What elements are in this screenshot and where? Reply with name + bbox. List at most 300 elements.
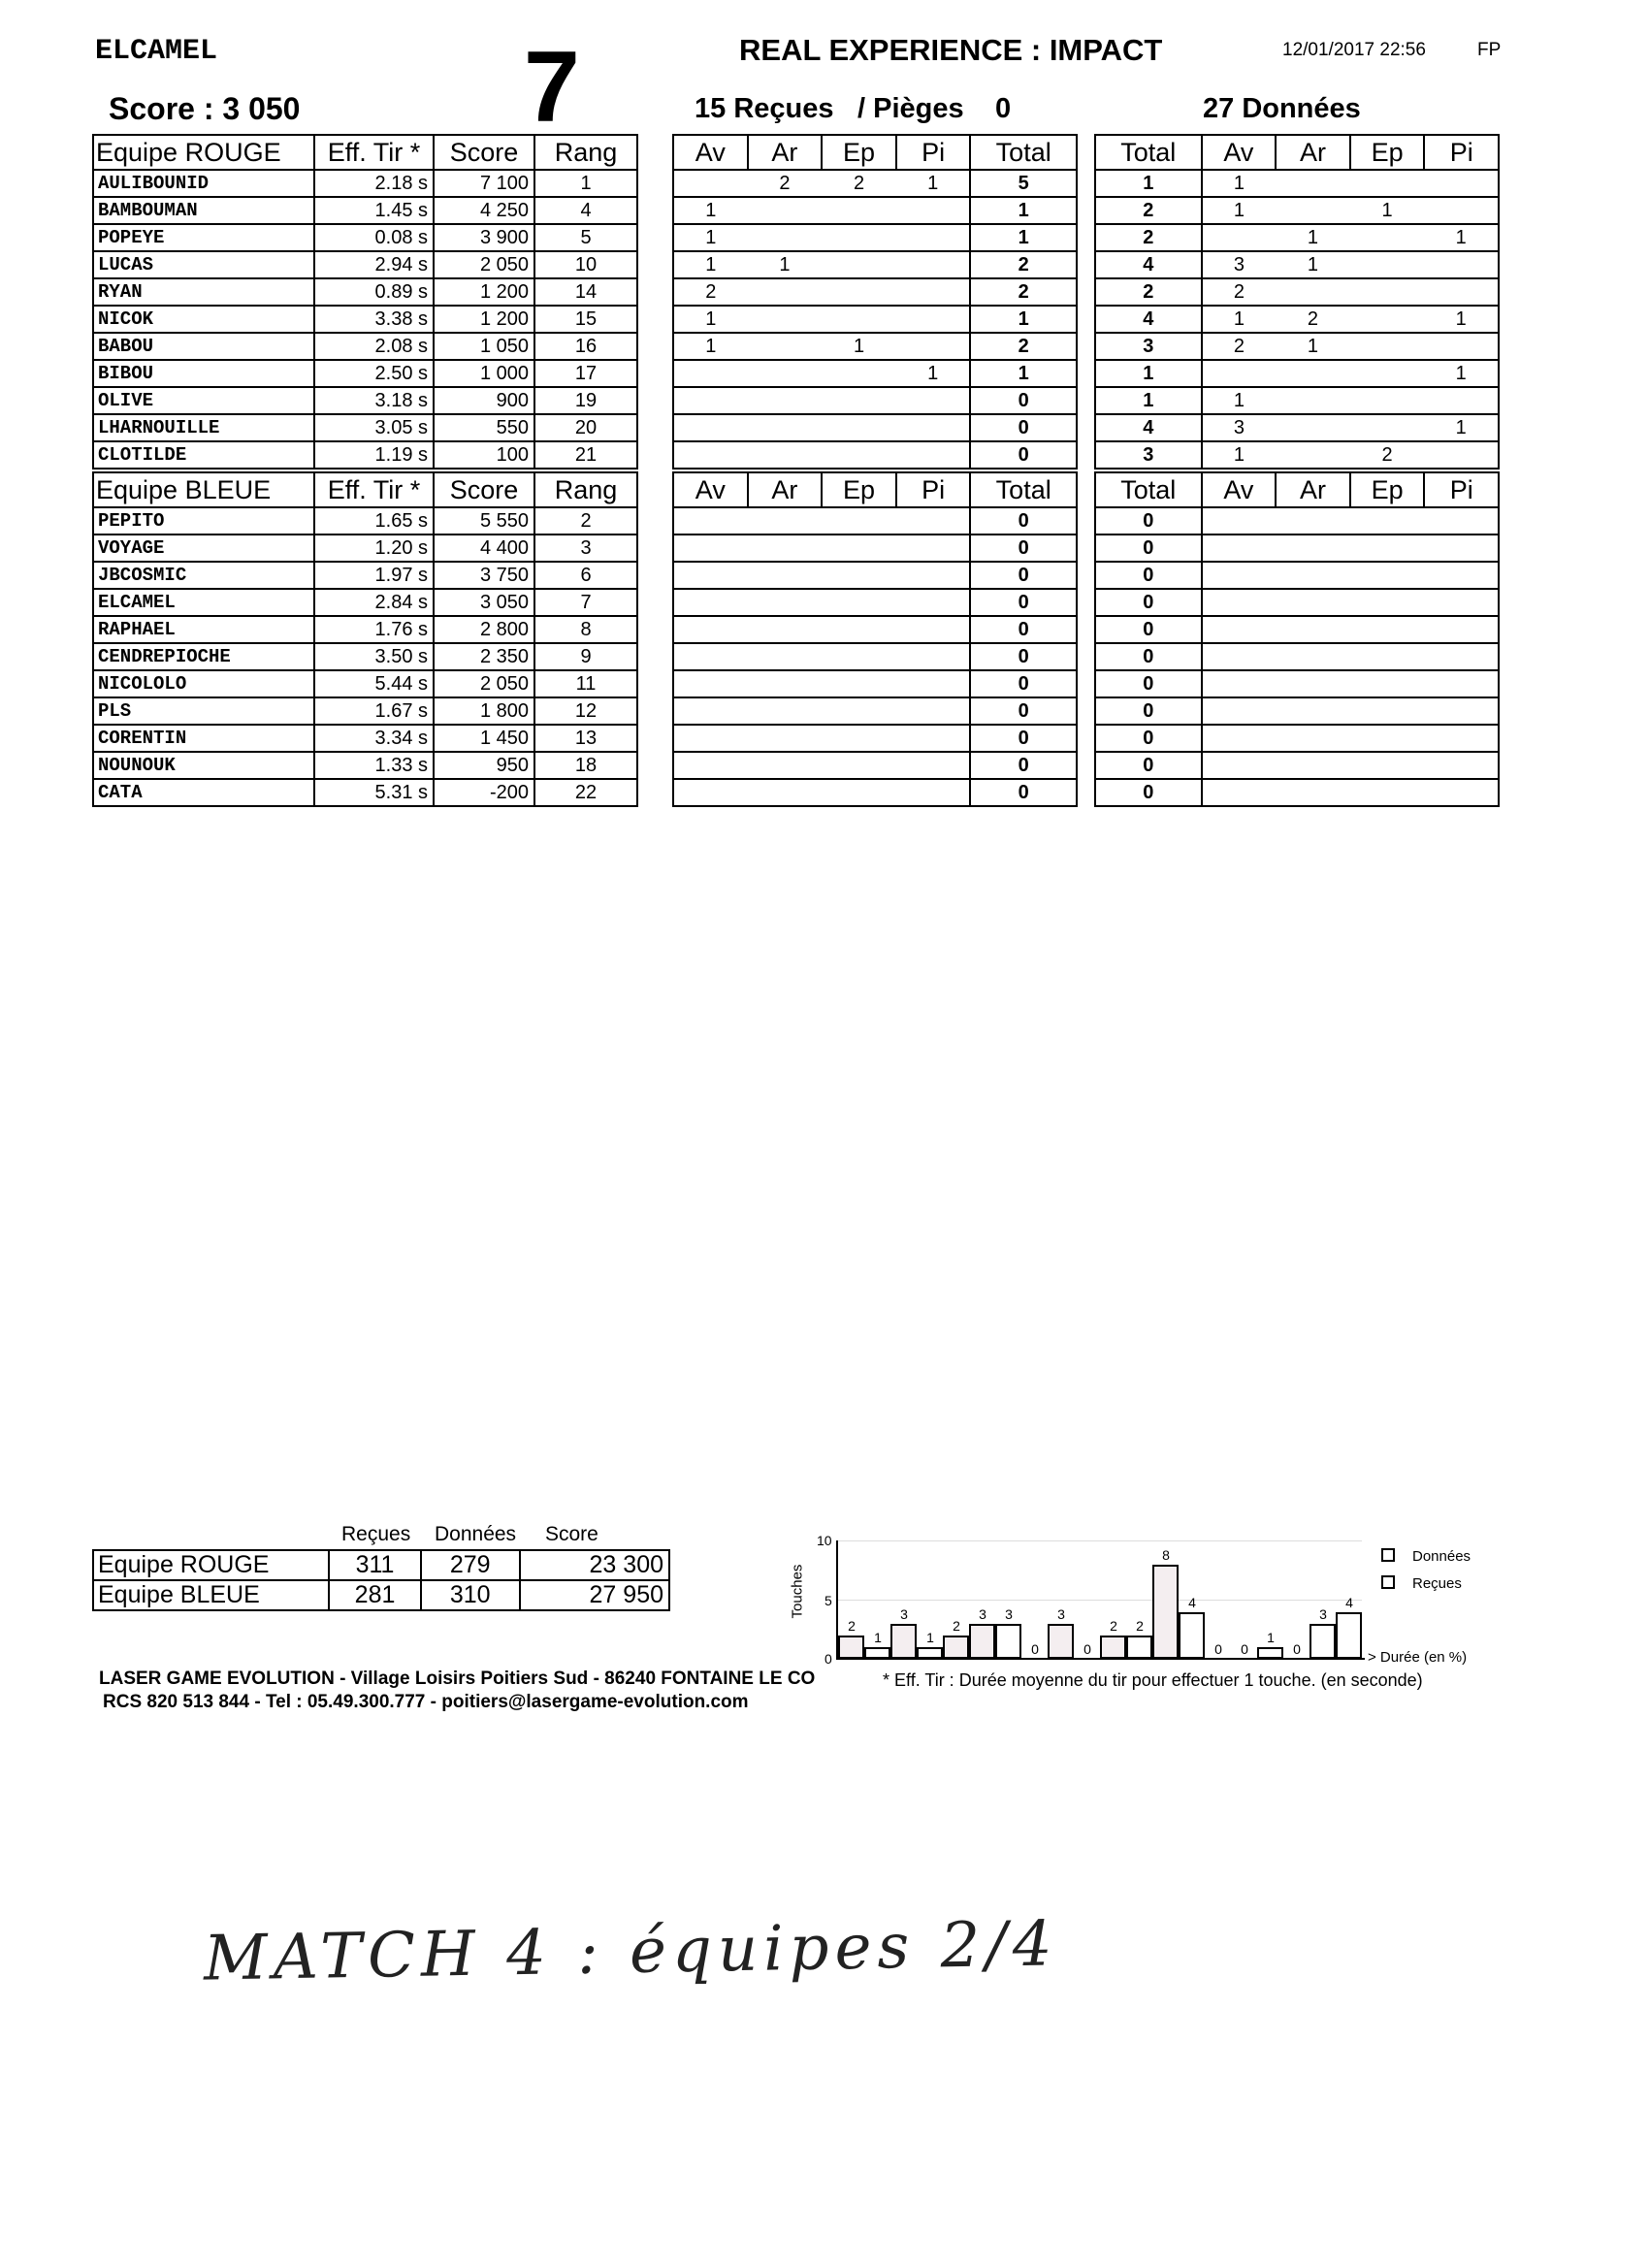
given-count: 27 Données — [1203, 93, 1361, 124]
received-ar — [748, 670, 823, 697]
given-total: 0 — [1095, 616, 1202, 643]
received-count: 15 Reçues — [695, 93, 834, 124]
summary-header-score: Score — [545, 1523, 598, 1545]
player-row — [93, 251, 637, 278]
player-row — [93, 441, 637, 469]
received-total: 0 — [970, 697, 1077, 725]
footer-address: LASER GAME EVOLUTION - Village Loisirs Poitiers Sud - 86240 FONTAINE LE CO — [99, 1669, 816, 1689]
player-row — [93, 197, 637, 224]
received-ar — [748, 697, 823, 725]
player-name: JBCOSMIC — [93, 562, 314, 589]
received-ep — [822, 752, 896, 779]
received-total: 1 — [970, 306, 1077, 333]
given-pi — [1424, 562, 1499, 589]
player-name: CLOTILDE — [93, 441, 314, 469]
player-row — [93, 562, 637, 589]
summary-team: Equipe ROUGE — [93, 1550, 329, 1580]
legend-recues-box — [1381, 1575, 1395, 1589]
player-score: Score : 3 050 — [109, 91, 301, 126]
given-row — [1095, 360, 1499, 387]
received-pi — [896, 643, 971, 670]
col-eff: Eff. Tir * — [314, 135, 434, 170]
received-total: 0 — [970, 670, 1077, 697]
received-pi — [896, 725, 971, 752]
given-ar: 1 — [1276, 224, 1350, 251]
received-total: 0 — [970, 562, 1077, 589]
received-av — [673, 535, 748, 562]
player-name: LUCAS — [93, 251, 314, 278]
given-ar — [1276, 278, 1350, 306]
given-ep — [1350, 562, 1425, 589]
player-row — [93, 616, 637, 643]
col-ep: Ep — [822, 472, 896, 507]
received-total: 2 — [970, 333, 1077, 360]
received-total: 2 — [970, 278, 1077, 306]
received-pi — [896, 441, 971, 469]
chart-bar — [890, 1624, 917, 1659]
chart-bar-label: 8 — [1162, 1547, 1170, 1564]
given-ep — [1350, 333, 1425, 360]
player-rank: 7 — [524, 31, 580, 144]
col-av: Av — [1202, 472, 1277, 507]
col-ep: Ep — [1350, 472, 1425, 507]
given-total: 2 — [1095, 278, 1202, 306]
col-total: Total — [970, 135, 1077, 170]
col-score: Score — [434, 472, 534, 507]
received-pi — [896, 670, 971, 697]
given-row — [1095, 779, 1499, 806]
received-ep — [822, 507, 896, 535]
given-total: 0 — [1095, 752, 1202, 779]
col-ar: Ar — [748, 472, 823, 507]
player-eff: 1.33 s — [314, 752, 434, 779]
player-score: 1 800 — [434, 697, 534, 725]
chart-bar-label: 2 — [848, 1617, 856, 1634]
given-pi — [1424, 535, 1499, 562]
given-pi: 1 — [1424, 224, 1499, 251]
given-ep — [1350, 643, 1425, 670]
chart-bar-label: 2 — [1110, 1617, 1117, 1634]
given-pi — [1424, 333, 1499, 360]
player-row — [93, 414, 637, 441]
team-table-red — [92, 134, 638, 470]
received-pi — [896, 251, 971, 278]
received-row — [673, 333, 1077, 360]
summary-donnees: 310 — [421, 1580, 520, 1610]
player-score: 1 050 — [434, 333, 534, 360]
player-rank: 1 — [534, 170, 637, 197]
legend-donnees-box — [1381, 1548, 1395, 1562]
chart-bar-label: 1 — [1267, 1629, 1275, 1645]
chart-bar — [943, 1636, 969, 1659]
given-row — [1095, 333, 1499, 360]
chart-bar — [1310, 1624, 1336, 1659]
player-row — [93, 306, 637, 333]
chart-bar-label: 4 — [1188, 1594, 1196, 1610]
given-ar — [1276, 616, 1350, 643]
received-ep — [822, 779, 896, 806]
chart-bar-label: 3 — [979, 1605, 986, 1622]
traps-label: / Pièges — [857, 93, 964, 124]
received-ep — [822, 441, 896, 469]
player-rank: 8 — [534, 616, 637, 643]
given-av — [1202, 224, 1277, 251]
player-name: PEPITO — [93, 507, 314, 535]
player-rank: 21 — [534, 441, 637, 469]
given-av: 1 — [1202, 441, 1277, 469]
chart-bar-label: 2 — [1136, 1617, 1144, 1634]
summary-recues: 311 — [329, 1550, 421, 1580]
given-row — [1095, 170, 1499, 197]
given-av — [1202, 752, 1277, 779]
summary-header-recues: Reçues — [341, 1523, 411, 1545]
player-rank: 5 — [534, 224, 637, 251]
received-ar — [748, 589, 823, 616]
given-ar — [1276, 725, 1350, 752]
received-total: 0 — [970, 779, 1077, 806]
col-ar: Ar — [1276, 472, 1350, 507]
given-total: 0 — [1095, 535, 1202, 562]
player-eff: 3.05 s — [314, 414, 434, 441]
col-rang: Rang — [534, 135, 637, 170]
given-pi — [1424, 725, 1499, 752]
player-rank: 6 — [534, 562, 637, 589]
given-ep — [1350, 507, 1425, 535]
given-av — [1202, 535, 1277, 562]
player-name: NOUNOUK — [93, 752, 314, 779]
player-eff: 5.31 s — [314, 779, 434, 806]
player-rank: 19 — [534, 387, 637, 414]
given-ep: 1 — [1350, 197, 1425, 224]
player-score: 3 750 — [434, 562, 534, 589]
player-score: 1 200 — [434, 306, 534, 333]
player-score: 100 — [434, 441, 534, 469]
player-name: BABOU — [93, 333, 314, 360]
player-eff: 3.50 s — [314, 643, 434, 670]
given-ar — [1276, 697, 1350, 725]
player-row — [93, 170, 637, 197]
player-rank: 12 — [534, 697, 637, 725]
player-rank: 4 — [534, 197, 637, 224]
team-name: Equipe BLEUE — [93, 472, 314, 507]
given-total: 4 — [1095, 414, 1202, 441]
given-ep — [1350, 697, 1425, 725]
received-pi — [896, 224, 971, 251]
given-pi — [1424, 387, 1499, 414]
chart-bar-label: 1 — [926, 1629, 934, 1645]
received-av — [673, 752, 748, 779]
player-row — [93, 779, 637, 806]
handwritten-note: MATCH 4 : équipes 2/4 — [203, 1908, 1059, 1995]
given-pi — [1424, 589, 1499, 616]
given-total: 0 — [1095, 670, 1202, 697]
chart-bar-label: 3 — [1319, 1605, 1327, 1622]
player-eff: 1.65 s — [314, 507, 434, 535]
given-pi — [1424, 779, 1499, 806]
given-row — [1095, 616, 1499, 643]
given-row — [1095, 562, 1499, 589]
received-ep — [822, 278, 896, 306]
received-ar — [748, 333, 823, 360]
given-ar — [1276, 360, 1350, 387]
received-total: 0 — [970, 535, 1077, 562]
player-row — [93, 224, 637, 251]
given-av — [1202, 616, 1277, 643]
report-datetime: 12/01/2017 22:56 — [1282, 40, 1426, 60]
received-total: 0 — [970, 616, 1077, 643]
player-score: 1 450 — [434, 725, 534, 752]
received-total: 0 — [970, 589, 1077, 616]
given-ar — [1276, 670, 1350, 697]
received-av — [673, 616, 748, 643]
given-table-blue — [1094, 471, 1500, 807]
player-rank: 16 — [534, 333, 637, 360]
player-row — [93, 360, 637, 387]
given-ar — [1276, 441, 1350, 469]
given-ep — [1350, 779, 1425, 806]
given-row — [1095, 725, 1499, 752]
player-score: -200 — [434, 779, 534, 806]
given-pi — [1424, 278, 1499, 306]
received-av — [673, 562, 748, 589]
given-row — [1095, 697, 1499, 725]
received-ar — [748, 725, 823, 752]
team-table-blue — [92, 471, 638, 807]
received-pi: 1 — [896, 170, 971, 197]
given-av: 2 — [1202, 333, 1277, 360]
player-score: 4 400 — [434, 535, 534, 562]
received-av: 1 — [673, 251, 748, 278]
received-row — [673, 306, 1077, 333]
chart-bar-label: 1 — [874, 1629, 882, 1645]
player-row — [93, 670, 637, 697]
received-row — [673, 697, 1077, 725]
received-pi — [896, 562, 971, 589]
player-rank: 17 — [534, 360, 637, 387]
received-row — [673, 562, 1077, 589]
received-ar — [748, 643, 823, 670]
given-total: 0 — [1095, 697, 1202, 725]
team-name: Equipe ROUGE — [93, 135, 314, 170]
received-pi: 1 — [896, 360, 971, 387]
given-pi — [1424, 251, 1499, 278]
player-name: ELCAMEL — [93, 589, 314, 616]
chart-bar — [1126, 1636, 1152, 1659]
received-row — [673, 224, 1077, 251]
received-av — [673, 589, 748, 616]
received-av — [673, 725, 748, 752]
given-av: 3 — [1202, 251, 1277, 278]
received-total: 0 — [970, 725, 1077, 752]
col-ar: Ar — [748, 135, 823, 170]
given-ep — [1350, 170, 1425, 197]
given-row — [1095, 278, 1499, 306]
received-row — [673, 251, 1077, 278]
received-table-blue — [672, 471, 1078, 807]
given-row — [1095, 752, 1499, 779]
given-total: 1 — [1095, 170, 1202, 197]
received-row — [673, 360, 1077, 387]
given-row — [1095, 507, 1499, 535]
player-name: RYAN — [93, 278, 314, 306]
received-av: 1 — [673, 333, 748, 360]
given-row — [1095, 387, 1499, 414]
given-pi — [1424, 752, 1499, 779]
received-ar — [748, 197, 823, 224]
col-eff: Eff. Tir * — [314, 472, 434, 507]
col-score: Score — [434, 135, 534, 170]
player-eff: 3.34 s — [314, 725, 434, 752]
received-ep — [822, 251, 896, 278]
given-ar — [1276, 535, 1350, 562]
player-name: NICOK — [93, 306, 314, 333]
player-name: POPEYE — [93, 224, 314, 251]
given-ep — [1350, 616, 1425, 643]
chart-bar-label: 3 — [900, 1605, 908, 1622]
player-name: OLIVE — [93, 387, 314, 414]
given-ar: 1 — [1276, 333, 1350, 360]
given-ar — [1276, 643, 1350, 670]
player-row — [93, 725, 637, 752]
chart-bar — [1257, 1647, 1283, 1659]
given-total: 1 — [1095, 360, 1202, 387]
given-total: 4 — [1095, 251, 1202, 278]
player-row — [93, 278, 637, 306]
chart-bar — [917, 1647, 943, 1659]
chart-xlabel: > Durée (en %) — [1368, 1649, 1468, 1666]
received-ar — [748, 414, 823, 441]
col-total: Total — [1095, 135, 1202, 170]
given-av: 1 — [1202, 170, 1277, 197]
player-rank: 22 — [534, 779, 637, 806]
received-ep: 1 — [822, 333, 896, 360]
given-total: 0 — [1095, 562, 1202, 589]
player-score: 900 — [434, 387, 534, 414]
player-row — [93, 752, 637, 779]
player-score: 550 — [434, 414, 534, 441]
player-name: PLS — [93, 697, 314, 725]
given-row — [1095, 197, 1499, 224]
traps-value: 0 — [995, 93, 1012, 124]
received-ar — [748, 387, 823, 414]
received-row — [673, 387, 1077, 414]
received-av — [673, 670, 748, 697]
given-ep — [1350, 670, 1425, 697]
given-pi — [1424, 197, 1499, 224]
given-row — [1095, 414, 1499, 441]
summary-team: Equipe BLEUE — [93, 1580, 329, 1610]
player-score: 4 250 — [434, 197, 534, 224]
report-code: FP — [1477, 40, 1502, 60]
received-row — [673, 441, 1077, 469]
player-eff: 2.94 s — [314, 251, 434, 278]
given-av: 3 — [1202, 414, 1277, 441]
player-name: CENDREPIOCHE — [93, 643, 314, 670]
received-ep — [822, 224, 896, 251]
player-score: 1 200 — [434, 278, 534, 306]
received-av: 1 — [673, 197, 748, 224]
given-row — [1095, 589, 1499, 616]
footer-note: * Eff. Tir : Durée moyenne du tir pour effectuer 1 touche. (en seconde) — [883, 1670, 1423, 1690]
col-pi: Pi — [896, 472, 971, 507]
received-total: 1 — [970, 197, 1077, 224]
player-eff: 5.44 s — [314, 670, 434, 697]
given-av — [1202, 562, 1277, 589]
chart-gridline-top — [838, 1540, 1362, 1541]
player-eff: 3.38 s — [314, 306, 434, 333]
received-ar — [748, 779, 823, 806]
col-av: Av — [673, 135, 748, 170]
received-total: 0 — [970, 387, 1077, 414]
given-ep — [1350, 414, 1425, 441]
given-total: 2 — [1095, 197, 1202, 224]
received-ep — [822, 589, 896, 616]
given-total: 1 — [1095, 387, 1202, 414]
received-total: 1 — [970, 360, 1077, 387]
received-row — [673, 507, 1077, 535]
given-ep — [1350, 725, 1425, 752]
given-pi — [1424, 643, 1499, 670]
player-score: 7 100 — [434, 170, 534, 197]
given-total: 0 — [1095, 725, 1202, 752]
duration-chart — [776, 1533, 1494, 1669]
given-av: 1 — [1202, 387, 1277, 414]
received-ar: 1 — [748, 251, 823, 278]
received-ep: 2 — [822, 170, 896, 197]
received-ar — [748, 535, 823, 562]
chart-bar — [995, 1624, 1021, 1659]
player-row — [93, 333, 637, 360]
given-pi — [1424, 616, 1499, 643]
col-av: Av — [1202, 135, 1277, 170]
chart-bar-label: 0 — [1083, 1641, 1091, 1657]
given-av — [1202, 779, 1277, 806]
received-ep — [822, 535, 896, 562]
player-eff: 2.18 s — [314, 170, 434, 197]
given-ep — [1350, 360, 1425, 387]
player-rank: 10 — [534, 251, 637, 278]
received-av — [673, 360, 748, 387]
received-pi — [896, 306, 971, 333]
given-ep — [1350, 535, 1425, 562]
player-rank: 15 — [534, 306, 637, 333]
col-pi: Pi — [1424, 135, 1499, 170]
received-ar — [748, 224, 823, 251]
given-ar — [1276, 507, 1350, 535]
player-eff: 3.18 s — [314, 387, 434, 414]
given-total: 0 — [1095, 507, 1202, 535]
player-eff: 2.50 s — [314, 360, 434, 387]
received-ep — [822, 725, 896, 752]
chart-ytick-10: 10 — [817, 1533, 832, 1548]
given-row — [1095, 670, 1499, 697]
received-ep — [822, 197, 896, 224]
col-ep: Ep — [822, 135, 896, 170]
summary-donnees: 279 — [421, 1550, 520, 1580]
received-ep — [822, 360, 896, 387]
summary-header-donnees: Données — [435, 1523, 517, 1545]
received-total: 1 — [970, 224, 1077, 251]
received-pi — [896, 697, 971, 725]
player-rank: 20 — [534, 414, 637, 441]
given-table-red — [1094, 134, 1500, 470]
player-score: 2 050 — [434, 670, 534, 697]
legend-donnees-label: Données — [1412, 1548, 1471, 1565]
given-ep — [1350, 306, 1425, 333]
received-av — [673, 170, 748, 197]
given-ep — [1350, 752, 1425, 779]
col-ep: Ep — [1350, 135, 1425, 170]
